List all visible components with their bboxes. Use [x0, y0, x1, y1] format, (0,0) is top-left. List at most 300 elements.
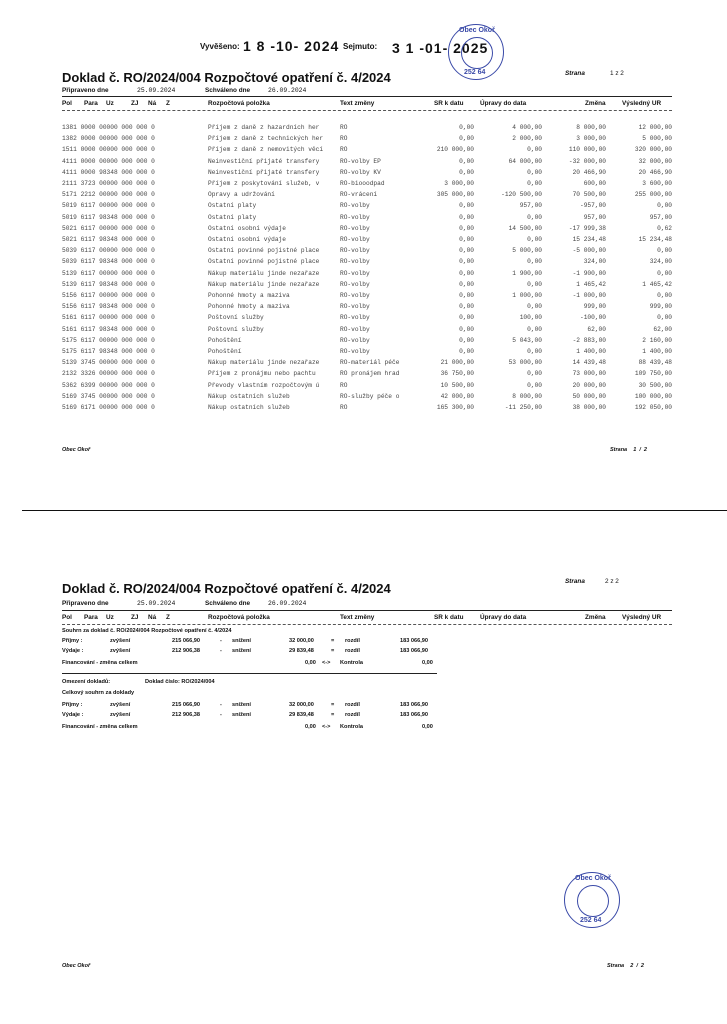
cell-vy: 192 050,00 [634, 404, 672, 411]
cell-up: -11 250,00 [504, 404, 542, 411]
cell-sr: 0,00 [459, 157, 474, 165]
financovani-arrow: <-> [322, 660, 331, 666]
cell-code: 4111 0000 98348 000 000 0 [62, 168, 155, 176]
col-text-zmeny: Text změny [340, 614, 375, 621]
cell-sr: 10 500,00 [440, 381, 474, 389]
col-rozpoctova-polozka: Rozpočtová položka [208, 100, 270, 107]
vyveseno-label: Vyvěšeno: [200, 42, 240, 51]
cell-up: 5 043,00 [512, 336, 542, 344]
kontrola-value: 0,00 [422, 660, 433, 666]
cell-vy: 0,62 [657, 224, 672, 232]
cell-zm: 20 000,00 [572, 381, 606, 389]
cell-sr: 0,00 [459, 314, 474, 322]
cell-up: 0,00 [527, 213, 542, 221]
summary-snizeni-value: 29 839,48 [289, 712, 314, 718]
summary-label: Příjmy : [62, 702, 83, 708]
cell-text: RO-volby [340, 224, 370, 232]
table-row [62, 258, 672, 268]
cell-sr: 0,00 [459, 213, 474, 221]
col-na: Ná [148, 614, 157, 621]
cell-vy: 324,00 [649, 258, 672, 266]
cell-vy: 1 465,42 [642, 280, 672, 288]
table-row [62, 359, 672, 369]
cell-vy: 0,00 [657, 292, 672, 299]
col-na: Ná [148, 100, 157, 107]
omezeni-value: Doklad číslo: RO/2024/004 [145, 679, 215, 685]
cell-code: 5021 6117 98348 000 000 0 [62, 236, 155, 243]
summary-rozdil-label: rozdíl [345, 702, 360, 708]
cell-name: Nákup materiálu jinde nezařaze [208, 280, 320, 288]
table-row [62, 214, 672, 224]
cell-up: -120 500,00 [501, 191, 542, 199]
cell-vy: 0,00 [657, 269, 672, 277]
celkovy-souhrn-title: Celkový souhrn za doklady [62, 690, 135, 696]
page1-strana-label: Strana [565, 70, 585, 77]
col-z: Z [166, 100, 170, 107]
col-zj: ZJ [131, 100, 139, 107]
cell-code: 5139 3745 00000 000 000 0 [62, 359, 155, 367]
cell-code: 2111 3723 00000 000 000 0 [62, 180, 155, 187]
cell-name: Neinvestiční přijaté transfery [208, 157, 320, 165]
cell-text: RO-volby [340, 247, 370, 255]
table-row [62, 180, 672, 190]
cell-text: RO-volby [340, 213, 370, 221]
cell-sr: 3 000,00 [444, 180, 474, 187]
cell-text: RO [340, 146, 348, 154]
cell-sr: 36 750,00 [440, 370, 474, 378]
cell-code: 1382 0000 00000 000 000 0 [62, 135, 155, 143]
table-row [62, 326, 672, 336]
cell-zm: 14 439,48 [572, 359, 606, 367]
table-row [62, 348, 672, 358]
cell-text: RO [340, 381, 348, 389]
cell-text: RO-volby EP [340, 157, 381, 165]
omezeni-label: Omezení dokladů: [62, 679, 111, 685]
table-row [62, 135, 672, 145]
cell-code: 5161 6117 00000 000 000 0 [62, 314, 155, 322]
cell-sr: 0,00 [459, 336, 474, 344]
page1-strana-value: 1 z 2 [610, 70, 624, 77]
table-row [62, 393, 672, 403]
kontrola-value: 0,00 [422, 724, 433, 730]
cell-vy: 0,00 [657, 314, 672, 322]
page2-strana-value: 2 z 2 [605, 578, 619, 585]
col-para: Para [84, 614, 98, 621]
page1-pripraveno-label: Připraveno dne [62, 87, 109, 94]
cell-text: RO-služby péče o [340, 392, 400, 400]
page2-pripraveno-value: 25.09.2024 [137, 600, 176, 607]
cell-name: Příjem z poskytování služeb, v [208, 180, 320, 187]
financovani-label: Financování - změna celkem [62, 724, 138, 730]
table-row [62, 314, 672, 324]
summary-equals: = [331, 702, 335, 708]
cell-text: RO-volby [340, 303, 370, 311]
cell-text: RO-volby [340, 336, 370, 344]
table-row [62, 337, 672, 347]
summary-zvyseni-label: zvýšení [110, 648, 131, 654]
cell-zm: 20 466,90 [572, 168, 606, 176]
cell-zm: 999,00 [583, 303, 606, 311]
cell-vy: 1 400,00 [642, 348, 672, 355]
cell-sr: 0,00 [459, 348, 474, 355]
cell-name: Příjem z daně z hazardních her [208, 124, 320, 131]
cell-zm: 1 400,00 [576, 348, 606, 355]
summary-zvyseni-label: zvýšení [110, 638, 131, 644]
cell-sr: 0,00 [459, 224, 474, 232]
page2-strana-label: Strana [565, 578, 585, 585]
cell-zm: 324,00 [583, 258, 606, 266]
summary-zvyseni-label: zvýšení [110, 702, 131, 708]
cell-text: RO-biooodpad [340, 180, 385, 187]
cell-text: RO-volby [340, 269, 370, 277]
financovani-label: Financování - změna celkem [62, 660, 138, 666]
cell-code: 5039 6117 98348 000 000 0 [62, 258, 155, 266]
cell-sr: 21 000,00 [440, 359, 474, 367]
page2-schvaleno-value: 26.09.2024 [268, 600, 307, 607]
cell-vy: 0,00 [657, 247, 672, 255]
col-vysledny-ur: Výsledný UR [622, 614, 662, 621]
cell-zm: 70 500,00 [572, 191, 606, 199]
col-zmena: Změna [585, 100, 606, 107]
municipal-stamp: Obec Okoř 252 64 [564, 872, 620, 928]
cell-up: 0,00 [527, 381, 542, 389]
cell-vy: 5 000,00 [642, 135, 672, 143]
col-text-zmeny: Text změny [340, 100, 375, 107]
col-sr-k-datu: SR k datu [434, 614, 464, 621]
cell-name: Poštovní služby [208, 325, 264, 333]
summary-rozdil-value: 183 066,90 [400, 712, 428, 718]
cell-sr: 0,00 [459, 202, 474, 210]
summary-minus: - [220, 712, 222, 718]
cell-vy: 12 000,00 [638, 124, 672, 131]
cell-up: 0,00 [527, 325, 542, 333]
cell-vy: 0,00 [657, 202, 672, 210]
cell-vy: 2 160,00 [642, 336, 672, 344]
cell-vy: 20 466,90 [638, 168, 672, 176]
municipal-stamp: Obec Okoř 252 64 [448, 24, 504, 80]
cell-up: 100,00 [519, 314, 542, 322]
vyveseno-date: 1 8 -10- 2024 [243, 38, 340, 54]
table-row [62, 124, 672, 134]
summary-rozdil-value: 183 066,90 [400, 648, 428, 654]
cell-up: 5 000,00 [512, 247, 542, 255]
cell-up: 0,00 [527, 258, 542, 266]
summary-snizeni-value: 29 839,48 [289, 648, 314, 654]
summary-minus: - [220, 638, 222, 644]
cell-zm: 15 234,48 [572, 236, 606, 243]
col-rozpoctova-polozka: Rozpočtová položka [208, 614, 270, 621]
col-uz: Uz [106, 614, 114, 621]
table-row [62, 146, 672, 156]
cell-sr: 0,00 [459, 124, 474, 131]
financovani-value: 0,00 [305, 660, 316, 666]
cell-text: RO-vrácení [340, 191, 378, 199]
cell-text: RO-volby [340, 348, 370, 355]
cell-text: RO-volby [340, 236, 370, 243]
cell-zm: 957,00 [583, 213, 606, 221]
page2-title: Doklad č. RO/2024/004 Rozpočtové opatření č. 4/2024 [62, 581, 391, 596]
cell-code: 5156 6117 98348 000 000 0 [62, 303, 155, 311]
cell-text: RO-volby [340, 314, 370, 322]
cell-name: Pohoštění [208, 348, 242, 355]
cell-code: 4111 0000 00000 000 000 0 [62, 157, 155, 165]
summary-label: Příjmy : [62, 638, 83, 644]
cell-code: 5019 6117 00000 000 000 0 [62, 202, 155, 210]
cell-zm: -1 000,00 [572, 292, 606, 299]
cell-code: 5039 6117 00000 000 000 0 [62, 247, 155, 255]
cell-text: RO-volby [340, 325, 370, 333]
table-row [62, 292, 672, 302]
summary-equals: = [331, 648, 335, 654]
cell-zm: 110 000,00 [568, 146, 606, 154]
cell-up: 14 500,00 [508, 224, 542, 232]
cell-code: 5362 6399 00000 000 000 0 [62, 381, 155, 389]
cell-name: Ostatní povinné pojistné place [208, 247, 320, 255]
col-uz: Uz [106, 100, 114, 107]
cell-name: Neinvestiční přijaté transfery [208, 168, 320, 176]
financovani-value: 0,00 [305, 724, 316, 730]
summary-zvyseni-value: 212 906,38 [172, 712, 200, 718]
cell-zm: -5 000,00 [572, 247, 606, 255]
cell-sr: 0,00 [459, 325, 474, 333]
page2-footer-left: Obec Okoř [62, 963, 91, 969]
cell-code: 5019 6117 98348 000 000 0 [62, 213, 155, 221]
page-separator [22, 510, 727, 511]
cell-sr: 165 300,00 [436, 404, 474, 411]
cell-name: Příjem z pronájmu nebo pachtu [208, 370, 316, 378]
table-row [62, 281, 672, 291]
page1-footer-right: Strana 1 / 2 [610, 447, 647, 453]
summary-label: Výdaje : [62, 648, 84, 654]
cell-name: Pohonné hmoty a maziva [208, 292, 290, 299]
cell-zm: -1 900,00 [572, 269, 606, 277]
cell-name: Pohonné hmoty a maziva [208, 303, 290, 311]
col-upravy-do-data: Úpravy do data [480, 614, 527, 621]
summary-zvyseni-label: zvýšení [110, 712, 131, 718]
cell-vy: 88 439,48 [638, 359, 672, 367]
table-row [62, 370, 672, 380]
cell-up: 1 900,00 [512, 269, 542, 277]
cell-up: 0,00 [527, 180, 542, 187]
cell-text: RO-volby [340, 258, 370, 266]
cell-sr: 0,00 [459, 168, 474, 176]
cell-sr: 0,00 [459, 236, 474, 243]
cell-zm: 3 000,00 [576, 135, 606, 143]
summary-snizeni-value: 32 000,00 [289, 638, 314, 644]
table-row [62, 191, 672, 201]
cell-code: 5171 2212 00000 000 000 0 [62, 191, 155, 199]
page2-schvaleno-label: Schváleno dne [205, 600, 251, 607]
page1-schvaleno-label: Schváleno dne [205, 87, 251, 94]
cell-sr: 0,00 [459, 258, 474, 266]
summary-equals: = [331, 638, 335, 644]
financovani-arrow: <-> [322, 724, 331, 730]
cell-vy: 320 000,00 [634, 146, 672, 154]
table-row [62, 404, 672, 414]
cell-name: Nákup materiálu jinde nezařaze [208, 359, 320, 367]
cell-name: Ostatní povinné pojistné place [208, 258, 320, 266]
cell-name: Opravy a udržování [208, 191, 275, 199]
summary-snizeni-label: snížení [232, 702, 251, 708]
cell-up: 1 000,00 [512, 292, 542, 299]
cell-text: RO [340, 404, 348, 411]
cell-up: 0,00 [527, 303, 542, 311]
table-row [62, 270, 672, 280]
cell-text: RO-volby [340, 202, 370, 210]
cell-up: 8 000,00 [512, 392, 542, 400]
cell-name: Ostatní osobní výdaje [208, 236, 286, 243]
table-row [62, 382, 672, 392]
cell-zm: -32 000,00 [568, 157, 606, 165]
cell-sr: 0,00 [459, 303, 474, 311]
cell-name: Příjem z daně z nemovitých věcí [208, 146, 324, 154]
cell-name: Ostatní platy [208, 202, 257, 210]
cell-up: 4 000,00 [512, 124, 542, 131]
cell-vy: 109 750,00 [634, 370, 672, 378]
cell-vy: 32 000,00 [638, 157, 672, 165]
cell-text: RO-materiál péče [340, 359, 400, 367]
cell-vy: 100 000,00 [634, 392, 672, 400]
cell-text: RO [340, 124, 348, 131]
cell-code: 5161 6117 98348 000 000 0 [62, 325, 155, 333]
summary-snizeni-label: snížení [232, 648, 251, 654]
cell-vy: 30 500,00 [638, 381, 672, 389]
summary-minus: - [220, 702, 222, 708]
col-para: Para [84, 100, 98, 107]
cell-code: 5139 6117 00000 000 000 0 [62, 269, 155, 277]
page2-footer-right: Strana 2 / 2 [607, 963, 644, 969]
cell-up: 957,00 [519, 202, 542, 210]
page1-schvaleno-value: 26.09.2024 [268, 87, 307, 94]
cell-code: 5139 6117 98348 000 000 0 [62, 280, 155, 288]
cell-up: 53 000,00 [508, 359, 542, 367]
page1-title: Doklad č. RO/2024/004 Rozpočtové opatření č. 4/2024 [62, 70, 391, 85]
summary-minus: - [220, 648, 222, 654]
cell-text: RO [340, 135, 348, 143]
cell-name: Ostatní osobní výdaje [208, 224, 286, 232]
table-row [62, 202, 672, 212]
cell-zm: 1 465,42 [576, 280, 606, 288]
kontrola-label: Kontrola [340, 660, 363, 666]
col-upravy-do-data: Úpravy do data [480, 100, 527, 107]
cell-code: 5175 6117 00000 000 000 0 [62, 336, 155, 344]
cell-sr: 0,00 [459, 135, 474, 143]
cell-name: Příjem z daně z technických her [208, 135, 324, 143]
cell-up: 0,00 [527, 146, 542, 154]
summary-rozdil-value: 183 066,90 [400, 702, 428, 708]
cell-code: 1511 0000 00000 000 000 0 [62, 146, 155, 154]
cell-zm: 8 000,00 [576, 124, 606, 131]
cell-code: 1381 0000 00000 000 000 0 [62, 124, 155, 131]
cell-sr: 305 000,00 [436, 191, 474, 199]
souhrn-title: Souhrn za doklad č. RO/2024/004 Rozpočtové opatření č. 4/2024 [62, 628, 232, 634]
summary-equals: = [331, 712, 335, 718]
cell-name: Pohoštění [208, 336, 242, 344]
cell-up: 0,00 [527, 168, 542, 176]
summary-zvyseni-value: 212 906,38 [172, 648, 200, 654]
page2-pripraveno-label: Připraveno dne [62, 600, 109, 607]
summary-snizeni-value: 32 000,00 [289, 702, 314, 708]
cell-vy: 62,00 [653, 325, 672, 333]
summary-rozdil-value: 183 066,90 [400, 638, 428, 644]
cell-name: Nákup materiálu jinde nezařaze [208, 269, 320, 277]
cell-sr: 210 000,00 [436, 146, 474, 154]
col-sr-k-datu: SR k datu [434, 100, 464, 107]
cell-zm: 38 000,00 [572, 404, 606, 411]
col-zmena: Změna [585, 614, 606, 621]
cell-text: RO pronájem hrad [340, 370, 400, 378]
col-z: Z [166, 614, 170, 621]
cell-zm: 62,00 [587, 325, 606, 333]
col-vysledny-ur: Výsledný UR [622, 100, 662, 107]
cell-text: RO-volby [340, 292, 370, 299]
page1-footer-left: Obec Okoř [62, 447, 91, 453]
cell-text: RO-volby KV [340, 168, 381, 176]
table-row [62, 247, 672, 257]
cell-vy: 999,00 [649, 303, 672, 311]
col-zj: ZJ [131, 614, 139, 621]
col-pol: Pol [62, 100, 72, 107]
summary-zvyseni-value: 215 066,90 [172, 702, 200, 708]
cell-up: 0,00 [527, 348, 542, 355]
cell-zm: -2 883,00 [572, 336, 606, 344]
cell-sr: 0,00 [459, 247, 474, 255]
cell-text: RO-volby [340, 280, 370, 288]
summary-rozdil-label: rozdíl [345, 638, 360, 644]
sejmuto-label: Sejmuto: [343, 42, 378, 51]
cell-vy: 15 234,48 [638, 236, 672, 243]
table-row [62, 158, 672, 168]
cell-sr: 0,00 [459, 292, 474, 299]
table-row [62, 236, 672, 246]
table-row [62, 225, 672, 235]
summary-snizeni-label: snížení [232, 712, 251, 718]
kontrola-label: Kontrola [340, 724, 363, 730]
cell-zm: 600,00 [583, 180, 606, 187]
cell-zm: -957,00 [580, 202, 606, 210]
cell-up: 0,00 [527, 280, 542, 288]
cell-up: 64 000,00 [508, 157, 542, 165]
summary-zvyseni-value: 215 066,90 [172, 638, 200, 644]
cell-name: Poštovní služby [208, 314, 264, 322]
cell-name: Nákup ostatních služeb [208, 392, 290, 400]
summary-rozdil-label: rozdíl [345, 712, 360, 718]
cell-code: 5175 6117 98348 000 000 0 [62, 348, 155, 355]
cell-zm: 50 000,00 [572, 392, 606, 400]
cell-code: 5021 6117 00000 000 000 0 [62, 224, 155, 232]
cell-name: Ostatní platy [208, 213, 257, 221]
sejmuto-date: 3 1 -01- 2025 [392, 40, 489, 56]
cell-sr: 0,00 [459, 280, 474, 288]
cell-name: Převody vlastním rozpočtovým ú [208, 381, 320, 389]
cell-up: 2 000,00 [512, 135, 542, 143]
cell-zm: 73 000,00 [572, 370, 606, 378]
cell-vy: 957,00 [649, 213, 672, 221]
cell-up: 0,00 [527, 370, 542, 378]
page1-pripraveno-value: 25.09.2024 [137, 87, 176, 94]
col-pol: Pol [62, 614, 72, 621]
cell-code: 5156 6117 00000 000 000 0 [62, 292, 155, 299]
table-row [62, 303, 672, 313]
summary-snizeni-label: snížení [232, 638, 251, 644]
cell-up: 0,00 [527, 236, 542, 243]
cell-vy: 255 000,00 [634, 191, 672, 199]
cell-zm: -100,00 [580, 314, 606, 322]
summary-rozdil-label: rozdíl [345, 648, 360, 654]
cell-name: Nákup ostatních služeb [208, 404, 290, 411]
cell-code: 5169 3745 00000 000 000 0 [62, 392, 155, 400]
cell-code: 2132 3326 00000 000 000 0 [62, 370, 155, 378]
